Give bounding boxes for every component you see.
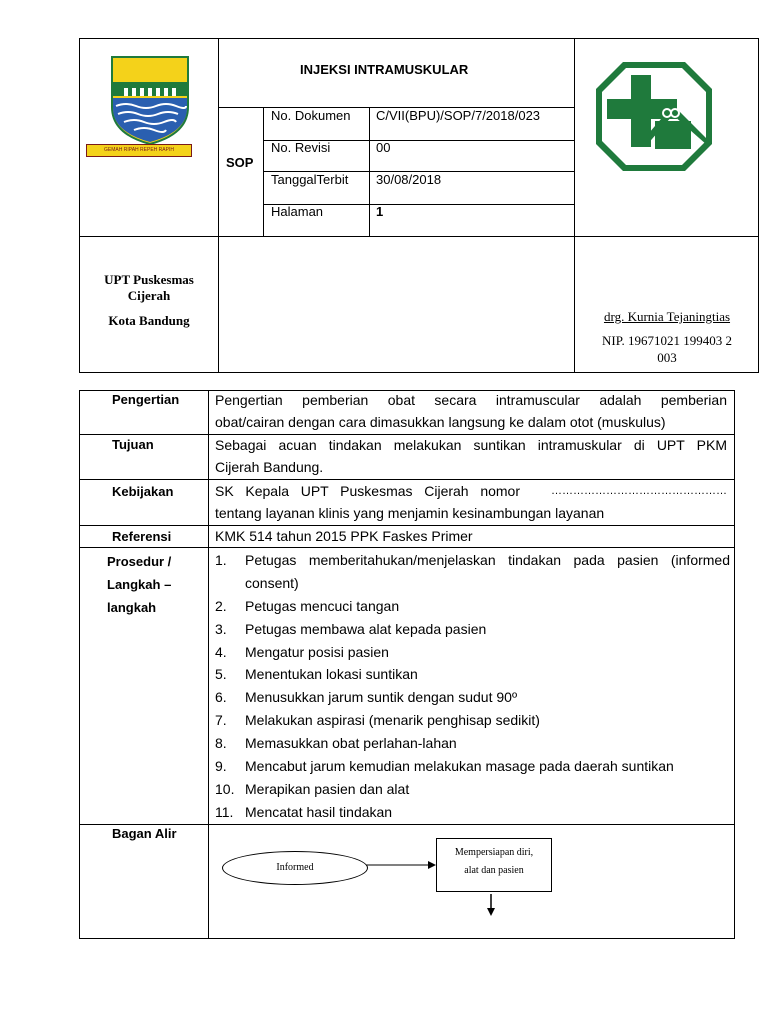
label-prosedur-line3: langkah [107,600,157,615]
list-item: consent) [245,574,299,591]
list-item: 4. Mengatur posisi pasien [215,643,389,660]
org-name-line2: Cijerah [127,288,171,303]
list-item: 5. Menentukan lokasi suntikan [215,666,418,683]
kebijakan-line1 [215,480,727,502]
kebijakan-dots: ………………………………………… [551,485,727,497]
meta-label-dokumen: No. Dokumen [271,108,351,123]
meta-value-dokumen: C/VII(BPU)/SOP/7/2018/023 [376,108,541,123]
tujuan-line1: Sebagai acuan tindakan melakukan suntikan intramuskular di UPT PKM [215,437,727,453]
meta-label-halaman: Halaman [271,204,324,219]
crest-motto-text: GEMAH RIPAH REPEH RAPIH [104,147,174,153]
list-item: 10. Merapikan pasien dan alat [215,780,410,797]
referensi-value: KMK 514 tahun 2015 PPK Faskes Primer [215,528,473,544]
meta-label-revisi: No. Revisi [271,140,331,155]
puskesmas-logo [593,59,715,174]
label-pengertian: Pengertian [112,392,180,407]
city-crest-logo [100,52,215,152]
label-bagan-alir: Bagan Alir [112,826,177,841]
list-item: 7. Melakukan aspirasi (menarik penghisap sedikit) [215,712,540,729]
meta-value-revisi: 00 [376,140,391,155]
kebijakan-text: SK Kepala UPT Puskesmas Cijerah nomor [215,483,520,499]
flow-node-informed [222,851,368,885]
signer-nip-line1: NIP. 19671021 199403 2 [601,333,732,348]
label-referensi: Referensi [112,529,172,544]
list-item: 8. Memasukkan obat perlahan-lahan [215,735,457,752]
label-prosedur-line1: Prosedur / [107,554,172,569]
flow-arrow-down [485,894,497,916]
signer-nip-line2: 003 [657,350,677,365]
flow-arrow-right [366,858,436,870]
flow-node-informed-label: Informed [276,862,314,873]
document-title: INJEKSI INTRAMUSKULAR [300,62,469,77]
sop-label: SOP [226,155,254,170]
flow-node-persiapan [436,838,552,892]
list-item: 3. Petugas membawa alat kepada pasien [215,620,487,637]
meta-value-tanggal: 30/08/2018 [376,172,442,187]
label-tujuan: Tujuan [112,437,154,452]
procedure-steps [215,549,730,824]
flow-node-persiapan-line1: Mempersiapan diri, [454,847,534,858]
tujuan-line2: Cijerah Bandung. [215,459,324,475]
signer-name: drg. Kurnia Tejaningtias [603,309,731,324]
label-prosedur-line2: Langkah – [107,577,172,592]
kebijakan-line2: tentang layanan klinis yang menjamin kesinambungan layanan [215,505,605,521]
crest-motto-ribbon [86,144,192,157]
pengertian-line2: obat/cairan dengan cara dimasukkan langsung ke dalam otot (muskulus) [215,414,666,430]
list-item: 11. Mencatat hasil tindakan [215,803,393,820]
meta-label-tanggal: TanggalTerbit [271,172,349,187]
label-prosedur [107,550,171,619]
list-item: 2. Petugas mencuci tangan [215,597,400,614]
flow-node-persiapan-line2: alat dan pasien [464,865,524,876]
list-item: 1. Petugas memberitahukan/menjelaskan tindakan pada pasien (informed [215,552,730,568]
list-item: 9. Mencabut jarum kemudian melakukan masage pada daerah suntikan [215,758,674,775]
list-item: 6. Menusukkan jarum suntik dengan sudut 90º [215,689,518,706]
org-city: Kota Bandung [108,313,190,328]
pengertian-line1: Pengertian pemberian obat secara intramuscular adalah pemberian [215,392,727,408]
org-name-line1: UPT Puskesmas [104,272,194,287]
meta-value-halaman: 1 [376,204,384,219]
label-kebijakan: Kebijakan [112,484,174,499]
